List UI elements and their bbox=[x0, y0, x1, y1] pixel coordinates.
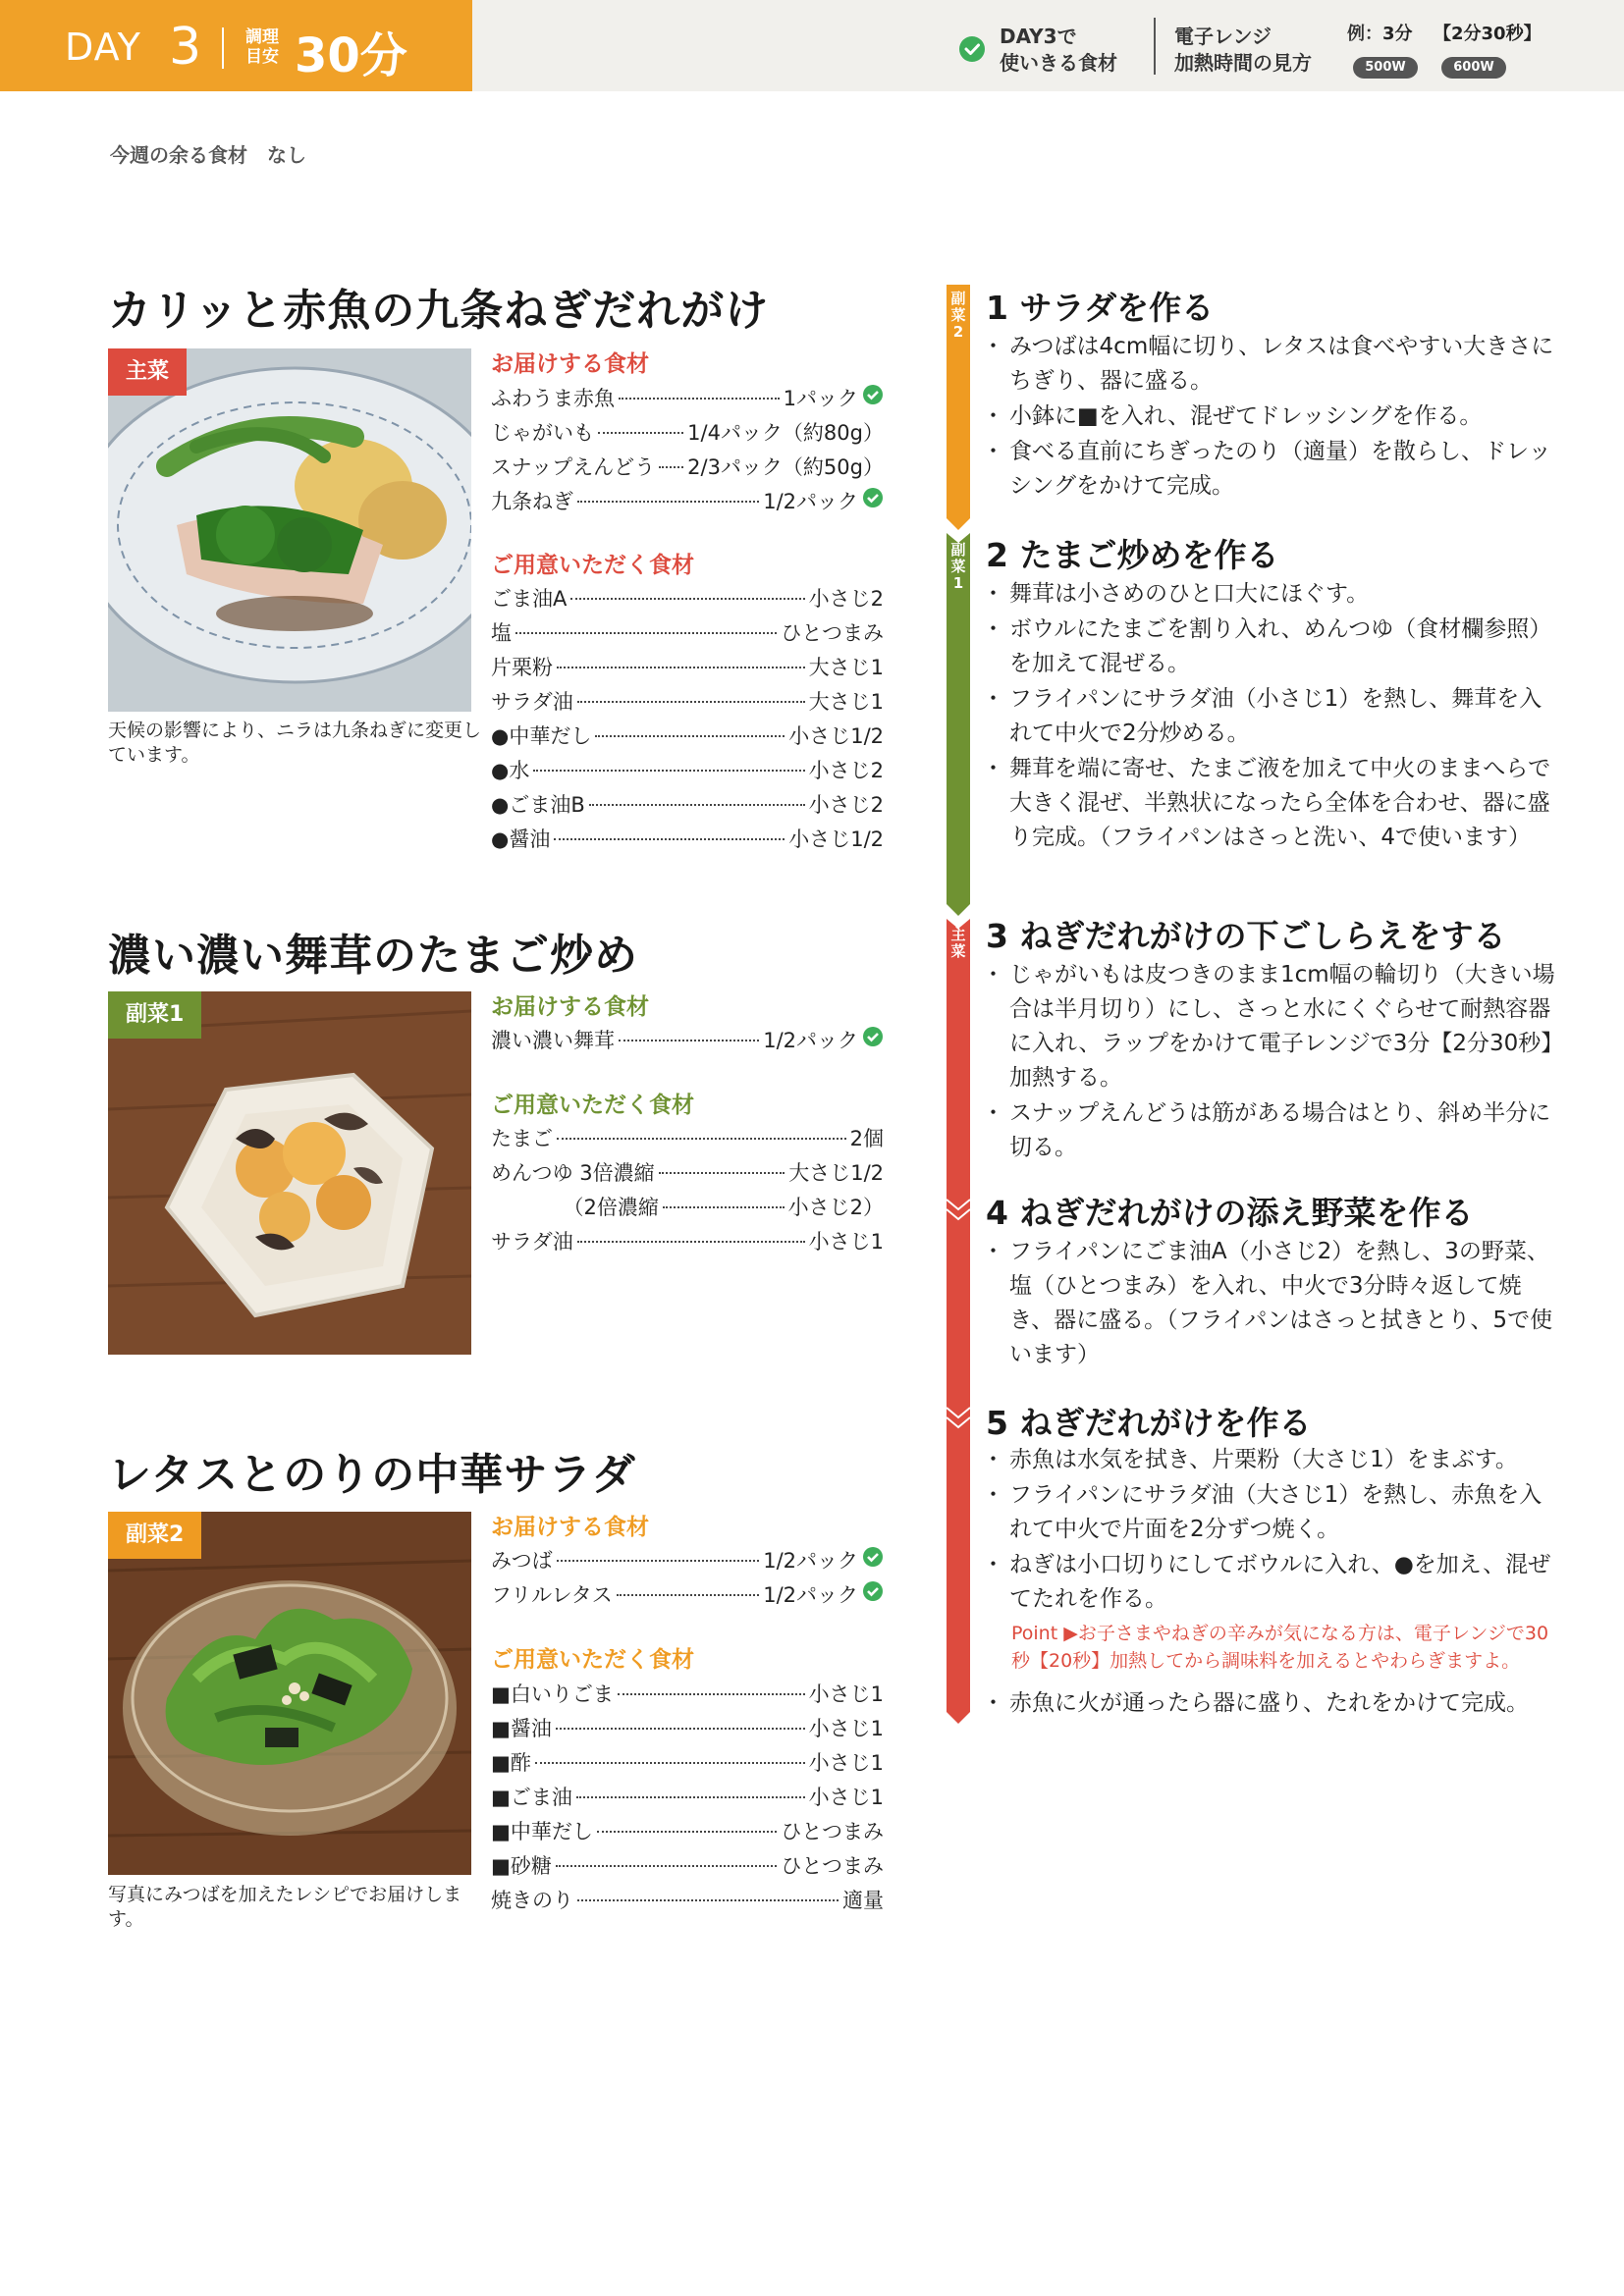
ingredient-row: 九条ねぎ 1/2パック bbox=[491, 486, 884, 520]
recipe-photo bbox=[108, 348, 471, 712]
bar-label: 副 菜 1 bbox=[950, 541, 966, 592]
ingredient-row: 濃い濃い舞茸 1/2パック bbox=[491, 1025, 884, 1059]
ingredient-row: ふわうま赤魚 1パック bbox=[491, 383, 884, 417]
divider bbox=[1154, 18, 1156, 75]
step-list bbox=[986, 577, 1555, 856]
ingredient-row: ●水 小さじ2 bbox=[491, 759, 884, 782]
prepared-list bbox=[491, 1679, 884, 1919]
example-500w: 3分 bbox=[1382, 24, 1413, 44]
step-list bbox=[986, 330, 1555, 505]
step-item: ・ フライパンにサラダ油（大さじ1）を熱し、赤魚を入れて中火で片面を2分ずつ焼く。 bbox=[986, 1478, 1555, 1547]
step-item: ・ 舞茸を端に寄せ、たまご液を加えて中火のままへらで大きく混ぜ、半熟状になったら全体を合わせ、器に盛り完成。（フライパンはさっと洗い、4で使います） bbox=[986, 752, 1555, 855]
cooking-time-value: 30分 bbox=[295, 28, 407, 83]
ingredient-row: 焼きのり 適量 bbox=[491, 1889, 884, 1912]
recipe-title: 濃い濃い舞茸のたまご炒め bbox=[108, 931, 638, 981]
example-label: 例： bbox=[1347, 24, 1382, 44]
ingredient-row: ■白いりごま 小さじ1 bbox=[491, 1682, 884, 1706]
step-item: ・ スナップえんどうは筋がある場合はとり、斜め半分に切る。 bbox=[986, 1096, 1555, 1165]
delivered-list bbox=[491, 1025, 884, 1059]
photo-caption: 天候の影響により、ニラは九条ねぎに変更しています。 bbox=[108, 720, 482, 766]
bar-label: 副 菜 2 bbox=[950, 290, 966, 341]
prepared-list bbox=[491, 583, 884, 858]
step-item: ・ 小鉢に■を入れ、混ぜてドレッシングを作る。 bbox=[986, 400, 1555, 434]
step-item: ・ みつばは4cm幅に切り、レタスは食べやすい大きさにちぎり、器に盛る。 bbox=[986, 330, 1555, 399]
badge-600w: 600W bbox=[1441, 57, 1506, 79]
page-header bbox=[0, 0, 1624, 91]
step-item: ・ ねぎは小口切りにしてボウルに入れ、●を加え、混ぜてたれを作る。 bbox=[986, 1548, 1555, 1617]
lettuce-salad-image bbox=[108, 1512, 471, 1875]
ingredient-row: フリルレタス 1/2パック bbox=[491, 1579, 884, 1614]
ingredient-row: ■ごま油 小さじ1 bbox=[491, 1786, 884, 1809]
day-label: DAY bbox=[65, 26, 141, 69]
mushroom-egg-dish-image bbox=[108, 991, 471, 1355]
check-circle-icon bbox=[862, 384, 884, 405]
ingredient-row: ■醤油 小さじ1 bbox=[491, 1717, 884, 1740]
step-heading: 1 サラダを作る bbox=[986, 289, 1215, 327]
step-item: ・ ボウルにたまごを割り入れ、めんつゆ（食材欄参照）を加えて混ぜる。 bbox=[986, 613, 1555, 681]
cooking-time-label: 調理 目安 bbox=[245, 27, 279, 67]
ingredient-row: （2倍濃縮 小さじ2） bbox=[491, 1196, 884, 1219]
use-up-ingredients-legend: DAY3で 使いきる食材 bbox=[1000, 25, 1117, 75]
prepared-heading: ご用意いただく食材 bbox=[491, 553, 694, 578]
leftover-ingredients: 今週の余る食材 なし bbox=[110, 143, 306, 167]
step-item: ・ フライパンにごま油A（小さじ2）を熱し、3の野菜、塩（ひとつまみ）を入れ、中火で3分時々返して焼き、器に盛る。（フライパンはさっと拭きとり、5で使います） bbox=[986, 1235, 1555, 1372]
dish-tag: 主菜 bbox=[108, 348, 187, 396]
day-number: 3 bbox=[169, 18, 202, 77]
step-list bbox=[986, 1235, 1555, 1373]
ingredient-row: みつば 1/2パック bbox=[491, 1545, 884, 1579]
ingredient-row: スナップえんどう 2/3パック（約50g） bbox=[491, 455, 884, 479]
step-heading: 2 たまご炒めを作る bbox=[986, 536, 1279, 574]
dish-tag: 副菜2 bbox=[108, 1512, 201, 1559]
example-600w: 【2分30秒】 bbox=[1434, 24, 1542, 44]
step-item: ・ 舞茸は小さめのひと口大にほぐす。 bbox=[986, 577, 1555, 612]
ingredient-row: じゃがいも 1/4パック（約80g） bbox=[491, 421, 884, 445]
recipe-photo bbox=[108, 991, 471, 1355]
divider bbox=[222, 27, 224, 69]
step-heading: 5 ねぎだれがけを作る bbox=[986, 1404, 1312, 1442]
fish-dish-image bbox=[108, 348, 471, 712]
delivered-heading: お届けする食材 bbox=[491, 994, 649, 1020]
dish-tag: 副菜1 bbox=[108, 991, 201, 1039]
photo-caption: 写真にみつばを加えたレシピでお届けします。 bbox=[108, 1884, 462, 1930]
step-bar-main bbox=[947, 919, 970, 1724]
check-circle-icon bbox=[862, 1580, 884, 1602]
badge-500w: 500W bbox=[1353, 57, 1418, 79]
step-heading: 3 ねぎだれがけの下ごしらえをする bbox=[986, 917, 1506, 955]
step-item: ・ 食べる直前にちぎったのり（適量）を散らし、ドレッシングをかけて完成。 bbox=[986, 435, 1555, 504]
ingredient-row: 塩 ひとつまみ bbox=[491, 621, 884, 645]
ingredient-row: サラダ油 小さじ1 bbox=[491, 1230, 884, 1254]
check-circle-icon bbox=[862, 1546, 884, 1568]
step-item: ・ 赤魚に火が通ったら器に盛り、たれをかけて完成。 bbox=[986, 1686, 1555, 1721]
day-badge bbox=[0, 0, 472, 91]
check-circle-icon bbox=[958, 35, 986, 63]
step-item: ・ じゃがいもは皮つきのまま1cm幅の輪切り（大きい場合は半月切り）にし、さっと水にくぐらせて耐熱容器に入れ、ラップをかけて電子レンジで3分【2分30秒】加熱する。 bbox=[986, 958, 1555, 1095]
prepared-list bbox=[491, 1123, 884, 1260]
microwave-legend-title: 電子レンジ 加熱時間の見方 bbox=[1174, 25, 1312, 75]
check-circle-icon bbox=[862, 487, 884, 508]
prepared-heading: ご用意いただく食材 bbox=[491, 1647, 694, 1673]
ingredient-row: サラダ油 大さじ1 bbox=[491, 690, 884, 714]
recipe-title: レタスとのりの中華サラダ bbox=[108, 1450, 636, 1500]
bar-label: 主 菜 bbox=[950, 926, 966, 960]
ingredient-row: 片栗粉 大さじ1 bbox=[491, 656, 884, 679]
step-heading: 4 ねぎだれがけの添え野菜を作る bbox=[986, 1194, 1474, 1232]
delivered-heading: お届けする食材 bbox=[491, 1515, 649, 1540]
delivered-heading: お届けする食材 bbox=[491, 351, 649, 377]
ingredient-row: ■酢 小さじ1 bbox=[491, 1751, 884, 1775]
step-item: ・ フライパンにサラダ油（小さじ1）を熱し、舞茸を入れて中火で2分炒める。 bbox=[986, 682, 1555, 751]
ingredient-row: ■砂糖 ひとつまみ bbox=[491, 1854, 884, 1878]
delivered-list bbox=[491, 383, 884, 520]
ingredient-row: ●ごま油B 小さじ2 bbox=[491, 793, 884, 817]
step-list bbox=[986, 1443, 1555, 1618]
point-note: Point ▶お子さまやねぎの辛みが気になる方は、電子レンジで30秒【20秒】加熱してから調味料を加えるとやわらぎますよ。 bbox=[1011, 1623, 1549, 1672]
prepared-heading: ご用意いただく食材 bbox=[491, 1093, 694, 1118]
recipe-photo bbox=[108, 1512, 471, 1875]
delivered-list bbox=[491, 1545, 884, 1614]
step-item: ・ 赤魚は水気を拭き、片栗粉（大さじ1）をまぶす。 bbox=[986, 1443, 1555, 1477]
ingredient-row: ●中華だし 小さじ1/2 bbox=[491, 724, 884, 748]
ingredient-row: ●醤油 小さじ1/2 bbox=[491, 828, 884, 851]
ingredient-row: ごま油A 小さじ2 bbox=[491, 587, 884, 611]
step-list bbox=[986, 958, 1555, 1166]
ingredient-row: たまご 2個 bbox=[491, 1127, 884, 1150]
check-circle-icon bbox=[862, 1026, 884, 1047]
step-list bbox=[986, 1686, 1555, 1722]
recipe-title: カリッと赤魚の九条ねぎだれがけ bbox=[108, 286, 770, 336]
ingredient-row: ■中華だし ひとつまみ bbox=[491, 1820, 884, 1843]
ingredient-row: めんつゆ 3倍濃縮 大さじ1/2 bbox=[491, 1161, 884, 1185]
